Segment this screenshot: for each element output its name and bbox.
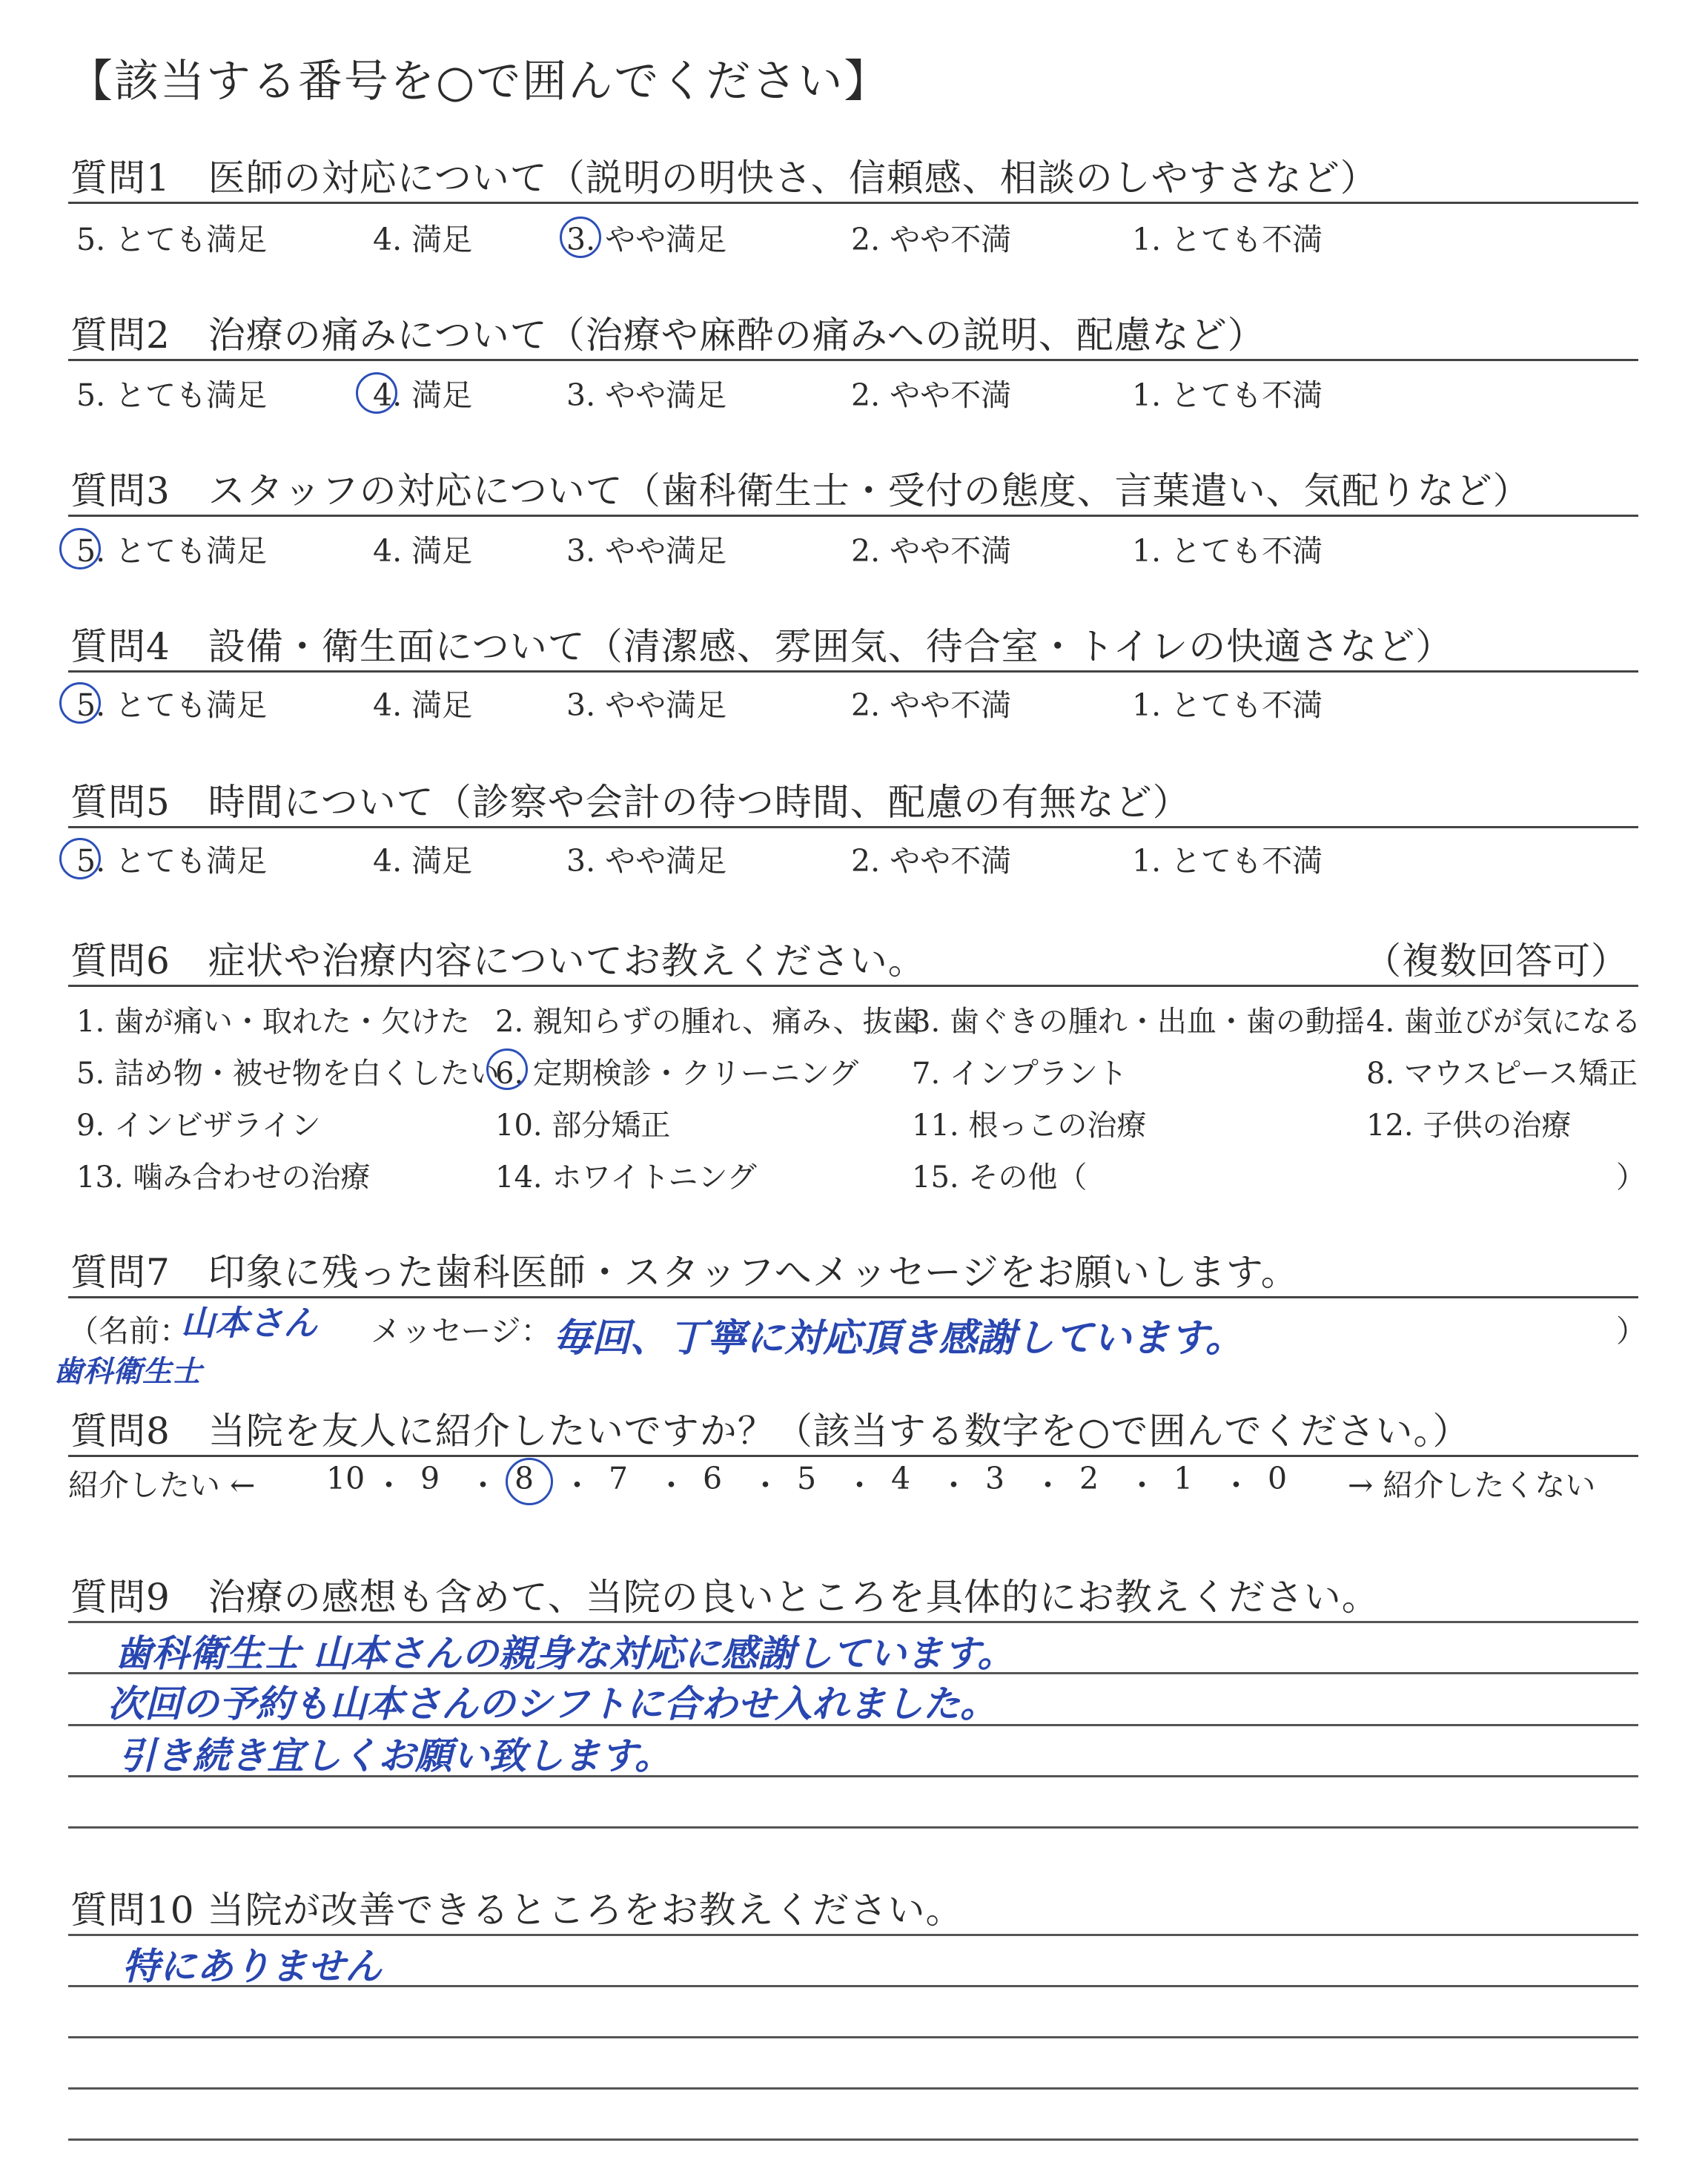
q6-option-3[interactable]: 3. 歯ぐきの腫れ・出血・歯の動揺 [912, 1005, 1365, 1039]
selection-circle [506, 1458, 553, 1505]
q2-option-3[interactable]: 3. やや満足 [566, 377, 727, 413]
multiple-answer-note: （複数回答可） [1364, 939, 1629, 982]
q1-option-2[interactable]: 2. やや不満 [851, 222, 1012, 257]
scale-separator: ・ [1221, 1467, 1251, 1503]
handwritten-role[interactable]: 歯科衛生士 [53, 1355, 202, 1389]
q5-option-5[interactable]: 5. とても満足 [76, 843, 268, 879]
q3-option-2[interactable]: 2. やや不満 [851, 533, 1012, 569]
q2-option-2[interactable]: 2. やや不満 [851, 377, 1012, 413]
divider [68, 670, 1638, 673]
q6-option-6[interactable]: 6. 定期検診・クリーニング [495, 1057, 859, 1091]
scale-separator: ・ [562, 1467, 592, 1503]
message-close-paren: ） [1616, 1313, 1646, 1349]
scale-value-9[interactable]: 9 [420, 1461, 440, 1496]
question-5-title: 質問5 時間について（診察や会計の待つ時間、配慮の有無など） [70, 781, 1191, 824]
q6-option-12[interactable]: 12. 子供の治療 [1366, 1109, 1572, 1143]
handwritten-answer-line-2[interactable]: 次回の予約も山本さんのシフトに合わせ入れました。 [107, 1682, 997, 1725]
q4-option-1[interactable]: 1. とても不満 [1132, 687, 1323, 723]
selection-circle [486, 1048, 528, 1090]
q3-option-1[interactable]: 1. とても不満 [1132, 533, 1323, 569]
question-2-title: 質問2 治療の痛みについて（治療や麻酔の痛みへの説明、配慮など） [70, 314, 1265, 357]
scale-value-8[interactable]: 8 [514, 1461, 534, 1496]
divider [68, 1455, 1638, 1457]
selection-circle [560, 217, 601, 258]
q1-option-1[interactable]: 1. とても不満 [1132, 222, 1323, 257]
divider [68, 202, 1638, 204]
q6-option-10[interactable]: 10. 部分矯正 [495, 1109, 671, 1143]
q3-option-4[interactable]: 4. 満足 [373, 533, 473, 569]
q2-option-1[interactable]: 1. とても不満 [1132, 377, 1323, 413]
divider [68, 515, 1638, 517]
question-4-title: 質問4 設備・衛生面について（清潔感、雰囲気、待合室・トイレの快適さなど） [70, 625, 1454, 668]
answer-line [68, 1934, 1638, 1936]
q5-option-2[interactable]: 2. やや不満 [851, 843, 1012, 879]
divider [68, 359, 1638, 361]
other-close-paren: ） [1616, 1160, 1646, 1195]
q3-option-3[interactable]: 3. やや満足 [566, 533, 727, 569]
scale-separator: ・ [750, 1467, 781, 1503]
scale-value-10[interactable]: 10 [326, 1461, 365, 1496]
scale-separator: ・ [1127, 1467, 1157, 1503]
question-3-title: 質問3 スタッフの対応について（歯科衛生士・受付の態度、言葉遣い、気配りなど） [70, 469, 1531, 512]
q4-option-5[interactable]: 5. とても満足 [76, 687, 268, 723]
scale-separator: ・ [939, 1467, 969, 1503]
selection-circle [356, 372, 397, 414]
scale-value-6[interactable]: 6 [703, 1461, 723, 1496]
q2-option-5[interactable]: 5. とても満足 [76, 377, 268, 413]
message-label: メッセージ： [371, 1313, 552, 1349]
question-9-title: 質問9 治療の感想も含めて、当院の良いところを具体的にお教えください。 [70, 1576, 1380, 1619]
scale-separator: ・ [656, 1467, 686, 1503]
q5-option-3[interactable]: 3. やや満足 [566, 843, 727, 879]
q5-option-1[interactable]: 1. とても不満 [1132, 843, 1323, 879]
scale-value-7[interactable]: 7 [609, 1461, 629, 1496]
scale-value-1[interactable]: 1 [1174, 1461, 1194, 1496]
q6-option-4[interactable]: 4. 歯並びが気になる [1366, 1005, 1641, 1039]
scale-separator: ・ [468, 1467, 498, 1503]
q6-option-13[interactable]: 13. 噛み合わせの治療 [76, 1160, 371, 1195]
scale-value-4[interactable]: 4 [891, 1461, 911, 1496]
question-8-title: 質問8 当院を友人に紹介したいですか？（該当する数字を○で囲んでください。） [70, 1410, 1471, 1453]
q6-option-14[interactable]: 14. ホワイトニング [495, 1160, 757, 1195]
q2-option-4[interactable]: 4. 満足 [373, 377, 473, 413]
answer-line [68, 1621, 1638, 1623]
q6-option-1[interactable]: 1. 歯が痛い・取れた・欠けた [76, 1005, 470, 1039]
selection-circle [59, 528, 101, 569]
handwritten-answer-line-1[interactable]: 歯科衛生士 山本さんの親身な対応に感謝しています。 [115, 1632, 1015, 1675]
q6-option-5[interactable]: 5. 詰め物・被せ物を白くしたい [76, 1057, 500, 1091]
answer-line [68, 1826, 1638, 1829]
scale-value-0[interactable]: 0 [1268, 1461, 1288, 1496]
answer-line [68, 2138, 1638, 2141]
handwritten-answer-line-3[interactable]: 引き続き宜しくお願い致します。 [119, 1734, 672, 1777]
question-7-title: 質問7 印象に残った歯科医師・スタッフへメッセージをお願いします。 [70, 1251, 1299, 1294]
answer-line [68, 2087, 1638, 2090]
q5-option-4[interactable]: 4. 満足 [373, 843, 473, 879]
scale-separator: ・ [374, 1467, 404, 1503]
handwritten-answer[interactable]: 特にありません [122, 1945, 382, 1988]
not-recommend-label: → 紹介したくない [1348, 1467, 1596, 1503]
q6-option-2[interactable]: 2. 親知らずの腫れ、痛み、抜歯 [495, 1005, 922, 1039]
name-label: （名前： [68, 1313, 190, 1349]
q6-option-11[interactable]: 11. 根っこの治療 [912, 1109, 1147, 1143]
handwritten-message[interactable]: 毎回、丁寧に対応頂き感謝しています。 [553, 1316, 1244, 1361]
selection-circle [59, 682, 101, 724]
q6-option-15[interactable]: 15. その他（ [912, 1160, 1088, 1195]
q1-option-5[interactable]: 5. とても満足 [76, 222, 268, 257]
divider [68, 1296, 1638, 1298]
scale-value-5[interactable]: 5 [797, 1461, 817, 1496]
divider [68, 826, 1638, 828]
scale-separator: ・ [1033, 1467, 1063, 1503]
divider [68, 985, 1638, 987]
answer-line [68, 2036, 1638, 2038]
question-10-title: 質問10 当院が改善できるところをお教えください。 [70, 1889, 964, 1932]
scale-separator: ・ [844, 1467, 875, 1503]
q6-option-7[interactable]: 7. インプラント [912, 1057, 1128, 1091]
question-6-title: 質問6 症状や治療内容についてお教えください。 [70, 939, 926, 982]
q6-option-8[interactable]: 8. マウスピース矯正 [1366, 1057, 1638, 1091]
q1-option-4[interactable]: 4. 満足 [373, 222, 473, 257]
q4-option-3[interactable]: 3. やや満足 [566, 687, 727, 723]
q4-option-4[interactable]: 4. 満足 [373, 687, 473, 723]
q4-option-2[interactable]: 2. やや不満 [851, 687, 1012, 723]
q3-option-5[interactable]: 5. とても満足 [76, 533, 268, 569]
instruction-heading: 【該当する番号を○で囲んでください】 [68, 56, 890, 108]
scale-value-2[interactable]: 2 [1079, 1461, 1099, 1496]
recommend-label: 紹介したい ← [68, 1467, 256, 1503]
handwritten-name[interactable]: 山本さん [181, 1303, 317, 1343]
question-1-title: 質問1 医師の対応について（説明の明快さ、信頼感、相談のしやすさなど） [70, 156, 1378, 199]
selection-circle [59, 838, 101, 879]
scale-value-3[interactable]: 3 [985, 1461, 1005, 1496]
q1-option-3[interactable]: 3. やや満足 [566, 222, 727, 257]
q6-option-9[interactable]: 9. インビザライン [76, 1109, 321, 1143]
